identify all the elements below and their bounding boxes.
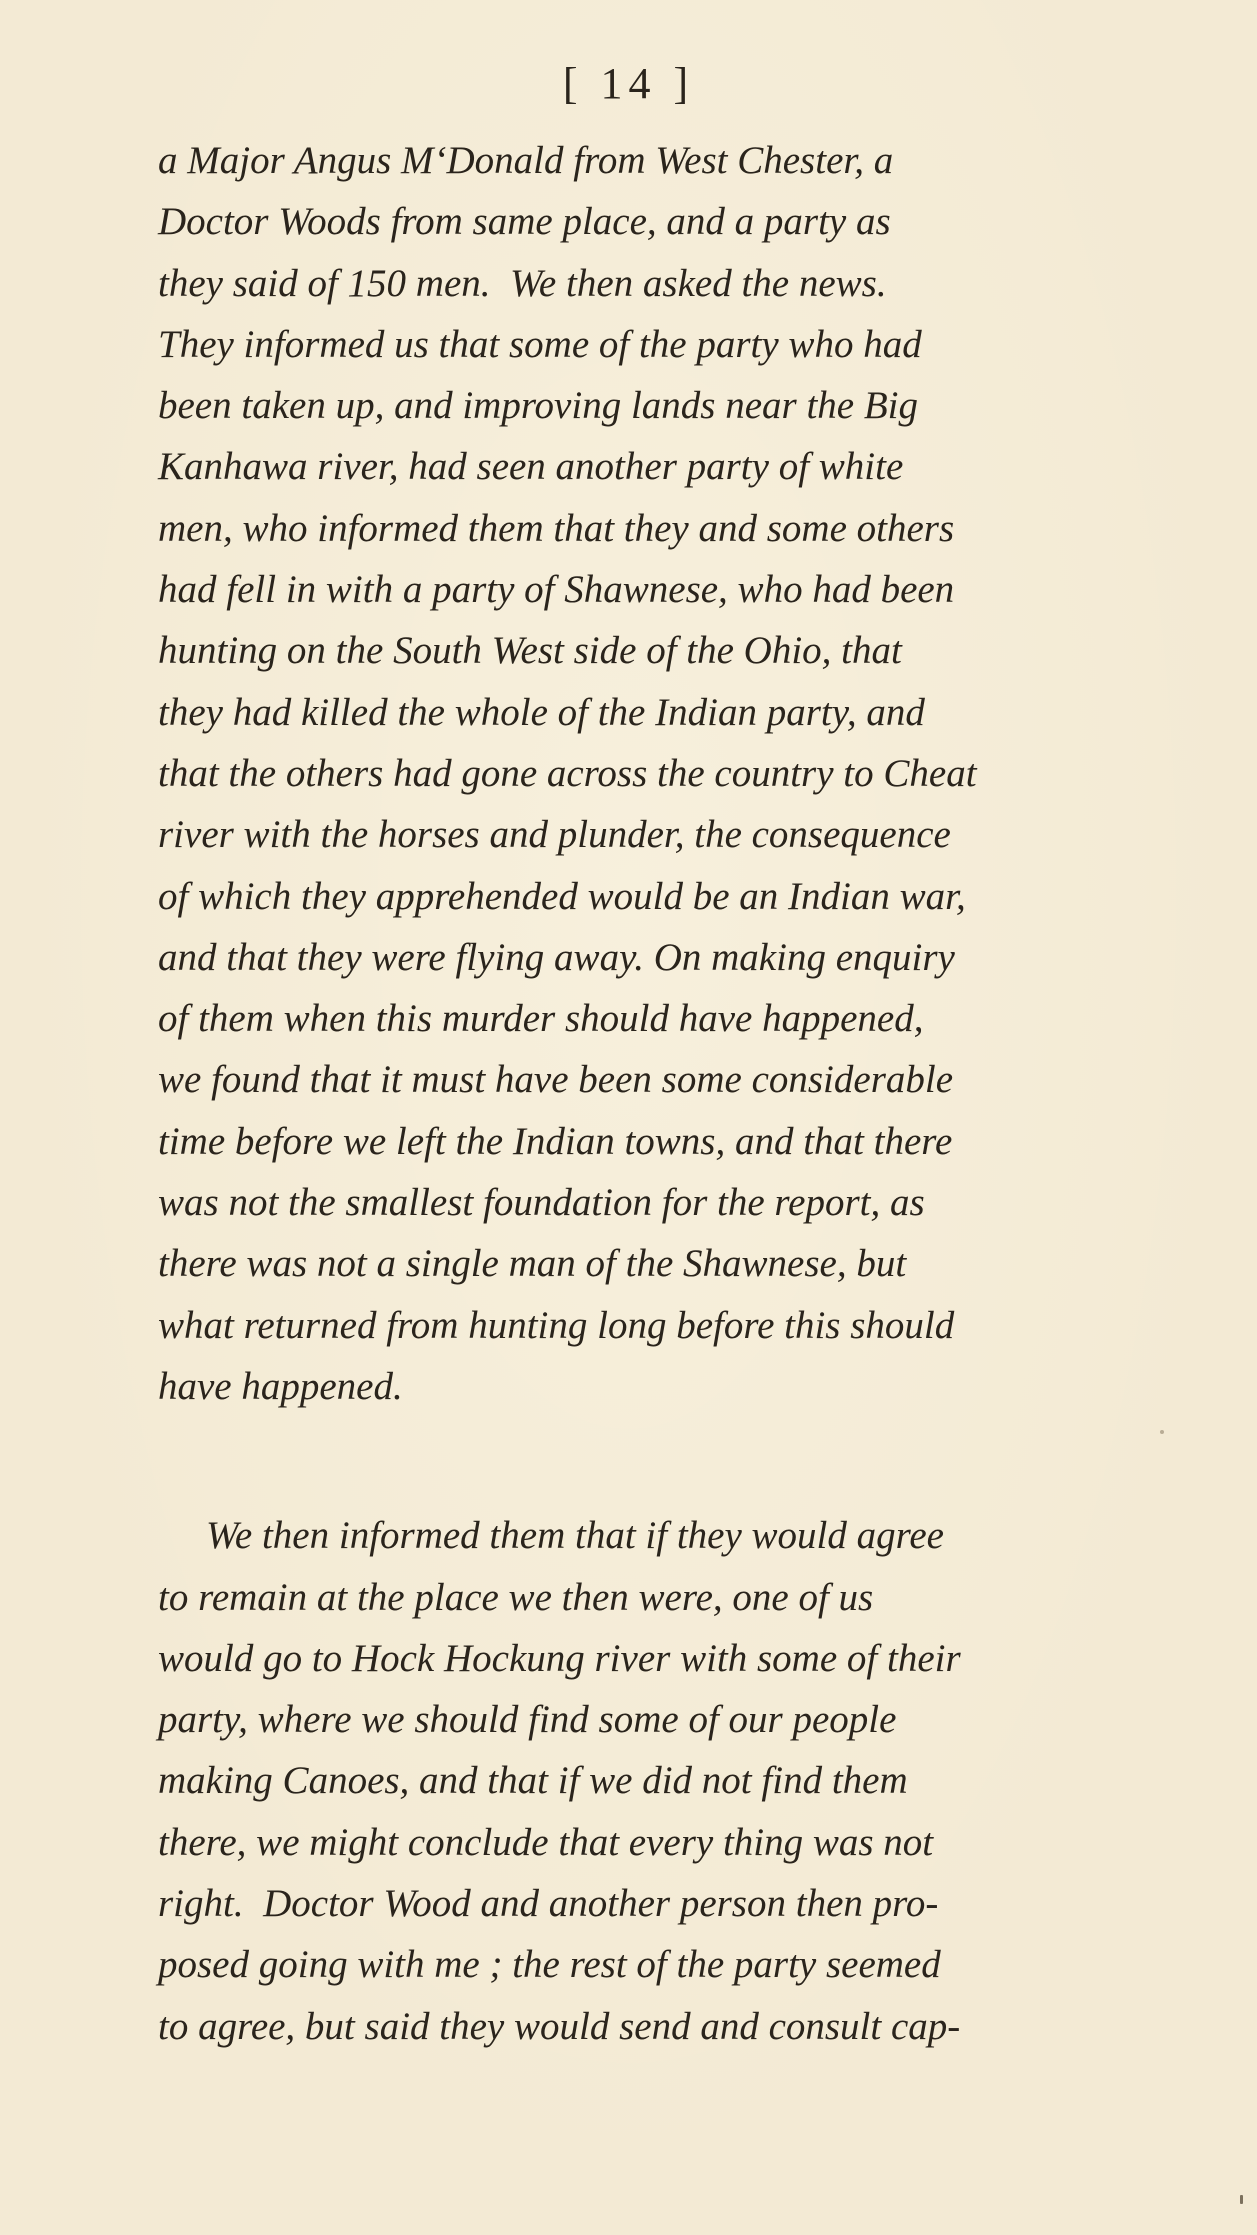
- text-line: they said of 150 men. We then asked the news.: [158, 261, 887, 305]
- text-line: that the others had gone across the country to Cheat: [158, 751, 977, 795]
- text-line: They informed us that some of the party who had: [158, 322, 922, 366]
- text-line: was not the smallest foundation for the report, as: [158, 1181, 925, 1225]
- paragraph-2: [158, 1505, 1158, 2057]
- text-line: hunting on the South West side of the Ohio, that: [158, 629, 902, 673]
- text-line: to remain at the place we then were, one of us: [158, 1575, 874, 1619]
- text-line: of which they apprehended would be an Indian war,: [158, 874, 966, 918]
- page-number: [ 14 ]: [562, 59, 695, 108]
- text-line: a Major Angus M‘Donald from West Chester, a: [158, 139, 894, 182]
- text-line: there was not a single man of the Shawnese, but: [158, 1242, 907, 1286]
- text-line: posed going with me ; the rest of the party seemed: [158, 1943, 941, 1987]
- text-line: would go to Hock Hockung river with some of their: [158, 1636, 961, 1680]
- text-line: We then informed them that if they would agree: [206, 1514, 944, 1558]
- text-line: Doctor Woods from same place, and a party as: [158, 200, 891, 244]
- paper-speck: [1240, 2195, 1243, 2204]
- text-line: we found that it must have been some considerable: [158, 1058, 954, 1102]
- paper-speck: [1160, 1430, 1164, 1434]
- text-line: they had killed the whole of the Indian party, and: [158, 690, 925, 734]
- text-line: what returned from hunting long before this should: [158, 1303, 955, 1347]
- paragraph-1: [158, 130, 1158, 1417]
- text-line: river with the horses and plunder, the consequence: [158, 813, 951, 857]
- text-line: Kanhawa river, had seen another party of white: [158, 445, 904, 489]
- text-line: making Canoes, and that if we did not find them: [158, 1759, 908, 1803]
- text-line: and that they were flying away. On making enquiry: [158, 935, 955, 979]
- text-line: of them when this murder should have happened,: [158, 997, 924, 1041]
- text-line: had fell in with a party of Shawnese, who had been: [158, 568, 955, 612]
- text-line: party, where we should find some of our people: [158, 1698, 897, 1742]
- text-line: have happened.: [158, 1364, 403, 1408]
- text-line: right. Doctor Wood and another person then pro-: [158, 1882, 939, 1926]
- paragraph-spacer: [158, 1417, 1158, 1505]
- text-line: been taken up, and improving lands near the Big: [158, 384, 919, 428]
- body-text: [158, 130, 1158, 2057]
- text-line: time before we left the Indian towns, and that there: [158, 1119, 953, 1163]
- text-line: there, we might conclude that every thing was not: [158, 1820, 934, 1864]
- text-line: to agree, but said they would send and consult cap-: [158, 2004, 961, 2048]
- text-line: men, who informed them that they and some others: [158, 506, 955, 550]
